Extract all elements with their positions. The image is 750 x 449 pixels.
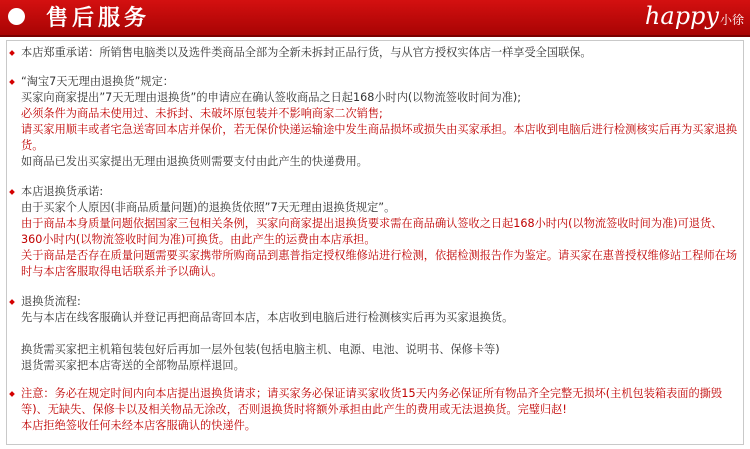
process-line: 退货需买家把本店寄送的全部物品原样退回。 bbox=[21, 359, 245, 372]
brand-chinese: 小徐 bbox=[719, 13, 744, 27]
rule-line: 如商品已发出买家提出无理由退换货则需要支付由此产生的快递费用。 bbox=[21, 155, 368, 168]
circle-icon bbox=[8, 8, 25, 25]
section-heading: “淘宝7天无理由退换货”规定： bbox=[21, 75, 174, 88]
bullet-icon bbox=[9, 391, 15, 397]
commitment-line: 由于买家个人原因(非商品质量问题)的退换货依照”7天无理由退换货规定”。 bbox=[21, 201, 396, 214]
section-7day-rule bbox=[21, 74, 737, 170]
rule-line: 买家向商家提出”7天无理由退换货”的申请应在确认签收商品之日起168小时内(以物流签收时间为准); bbox=[21, 91, 522, 104]
section-store-commitment bbox=[21, 184, 737, 280]
process-line: 换货需买家把主机箱包装包好后再加一层外包装(包括电脑主机、电源、电池、说明书、保修卡等) bbox=[21, 343, 500, 356]
page-title: 售后服务 bbox=[46, 5, 151, 31]
brand-english: happy bbox=[644, 2, 719, 30]
rule-line: 必须条件为商品未使用过、未拆封、未破坏原包装并不影响商家二次销售; bbox=[21, 107, 383, 120]
header-banner bbox=[0, 0, 750, 37]
section-heading: 本店退换货承诺: bbox=[21, 185, 104, 198]
notice-line: 注意：务必在规定时间内向本店提出退换货请求；请买家务必保证请买家收货15天内务必保证所有物品齐全完整无损坏(主机包装箱表面的撕毁等)、无缺失、保修卡以及相关物品无涂改，否则退换货时将额外承担由此产生的费用或无法退换货。完璧归赵! bbox=[21, 387, 723, 416]
brand-logo bbox=[645, 2, 744, 30]
section-heading: 退换货流程: bbox=[21, 295, 81, 308]
bullet-icon bbox=[9, 189, 15, 195]
bullet-icon bbox=[9, 299, 15, 305]
promise-text: 本店郑重承诺：所销售电脑类以及选件类商品全部为全新未拆封正品行货，与从官方授权实体店一样享受全国联保。 bbox=[21, 46, 592, 59]
commitment-line: 由于商品本身质量问题依据国家三包相关条例，买家向商家提出退换货要求需在商品确认签收之日起168小时内(以物流签收时间为准)可退货、360小时内(以物流签收时间为准)可换货。由此产生的运费由本店承担。 bbox=[21, 217, 723, 246]
section-process bbox=[21, 294, 737, 374]
bullet-icon bbox=[9, 50, 15, 56]
section-promise bbox=[21, 45, 737, 61]
commitment-line: 关于商品是否存在质量问题需要买家携带所购商品到惠普指定授权维修站进行检测，依据检测报告作为鉴定。请买家在惠普授权维修站工程师在场时与本店客服取得电话联系并予以确认。 bbox=[21, 249, 737, 278]
process-line: 先与本店在线客服确认并登记再把商品寄回本店，本店收到电脑后进行检测核实后再为买家退换货。 bbox=[21, 311, 514, 324]
bullet-icon bbox=[9, 79, 15, 85]
policy-panel bbox=[6, 40, 744, 445]
rule-line: 请买家用顺丰或者宅急送寄回本店并保价，若无保价快递运输途中发生商品损坏或损失由买家承担。本店收到电脑后进行检测核实后再为买家退换货。 bbox=[21, 123, 737, 152]
section-notice bbox=[21, 386, 737, 434]
notice-line: 本店拒绝签收任何未经本店客服确认的快递件。 bbox=[21, 419, 256, 432]
